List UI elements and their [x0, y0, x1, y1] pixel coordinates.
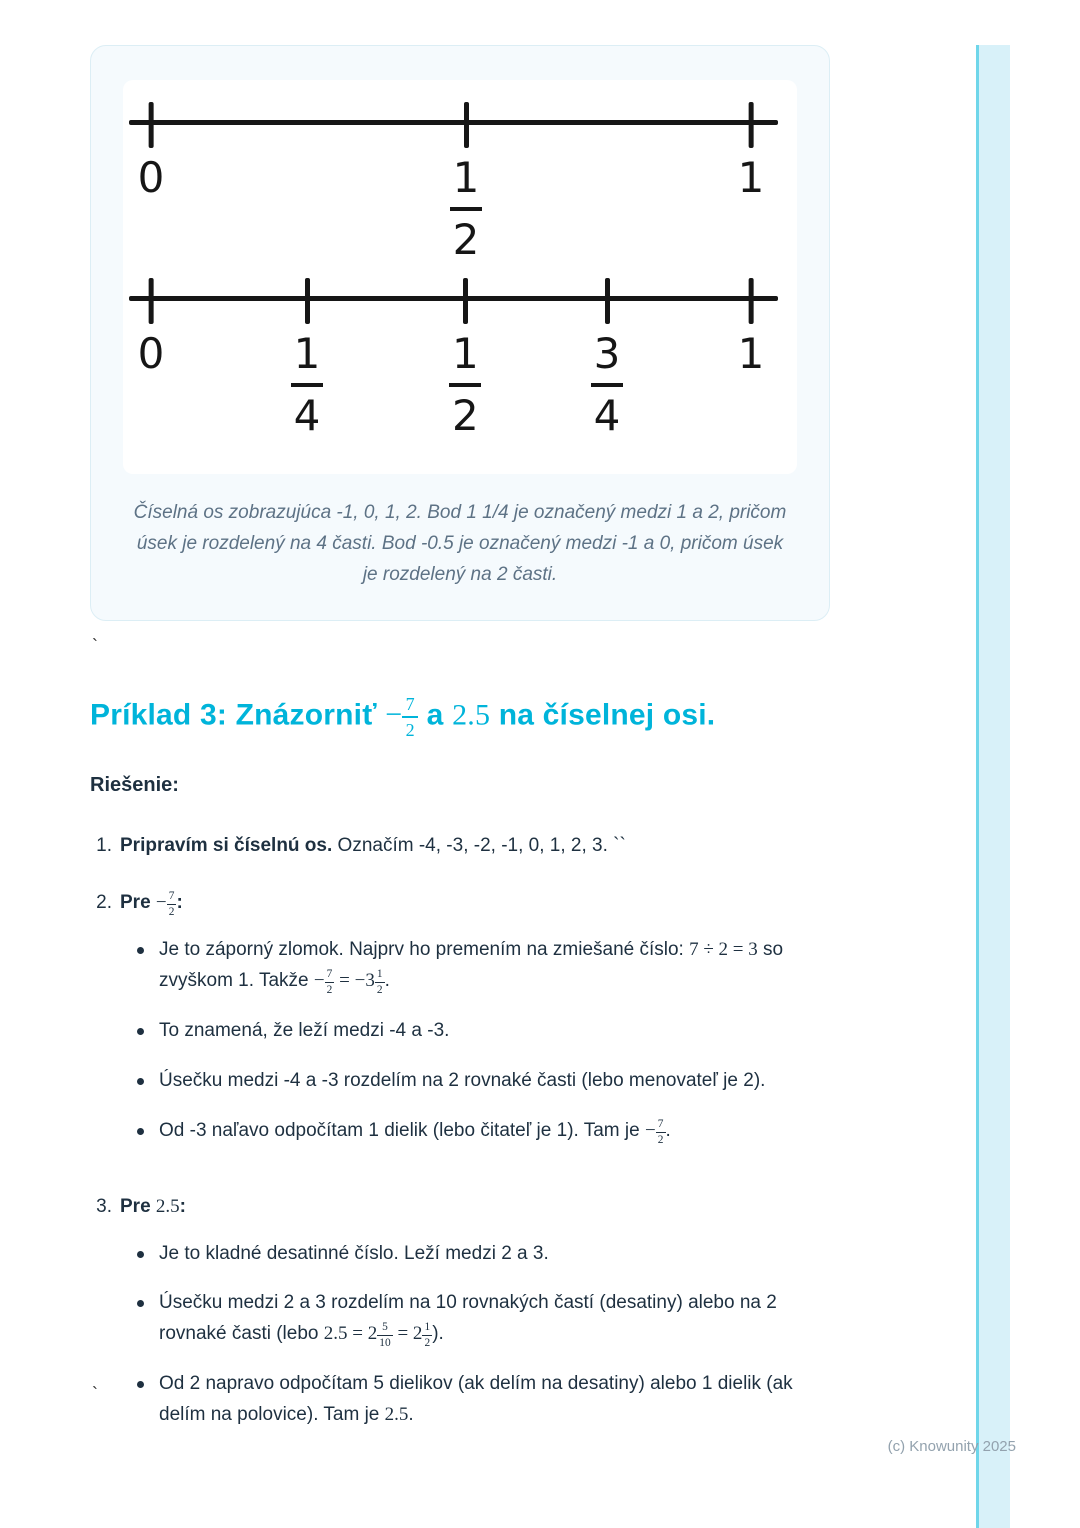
- bullet-text: Od 2 napravo odpočítam 5 dielikov (ak delím na desatiny) alebo 1 dielik (ak delím na polovice). Tam je 2.5.: [159, 1373, 793, 1426]
- tick-mark: [148, 102, 153, 148]
- main-content: [90, 694, 874, 1476]
- bullet-list: [120, 1239, 874, 1431]
- tick-label: 0: [137, 153, 165, 202]
- step-title: Pripravím si číselnú os. Označím -4, -3, -2, -1, 0, 1, 2, 3. ``: [120, 835, 626, 857]
- stray-backtick-bottom: `: [92, 1384, 98, 1404]
- step-item-2: [90, 888, 874, 1166]
- copyright-note: (c) Knowunity 2025: [887, 1438, 1016, 1455]
- page-edge-stripe: [976, 45, 1010, 1528]
- number-line-bottom: [137, 278, 765, 446]
- tick-mark: [748, 278, 753, 324]
- list-item: [120, 1239, 874, 1270]
- bullet-dot-icon: [137, 1300, 144, 1307]
- tick: [137, 278, 165, 378]
- bullet-dot-icon: [137, 1381, 144, 1388]
- step-body: [120, 1192, 874, 1450]
- tick: [449, 278, 481, 440]
- list-item: [120, 935, 874, 997]
- fraction-bar: [450, 207, 482, 211]
- tick-mark: [305, 278, 310, 324]
- figure-caption: Číselná os zobrazujúca -1, 0, 1, 2. Bod 1 1/4 je označený medzi 1 a 2, pričom úsek je rozdelený na 4 časti. Bod -0.5 je označený medzi -1 a 0, pričom úsek je rozdelený na 2 časti.: [133, 502, 787, 585]
- tick-label: 1: [737, 329, 765, 378]
- list-item: [120, 1016, 874, 1047]
- tick: [291, 278, 323, 440]
- step-item-1: [90, 831, 874, 862]
- bullet-dot-icon: [137, 1128, 144, 1135]
- bullet-dot-icon: [137, 947, 144, 954]
- list-item: [120, 1116, 874, 1147]
- example-heading: Príklad 3: Znázorniť − $\frac{7}{2}$ a 2.5 na číselnej osi.: [90, 694, 716, 740]
- list-item: [120, 1288, 874, 1350]
- step-body: [120, 888, 874, 1166]
- tick-mark: [148, 278, 153, 324]
- tick: [137, 102, 165, 202]
- fraction-denominator: 2: [452, 391, 479, 440]
- tick-label: 0: [137, 329, 165, 378]
- tick-mark: [464, 102, 469, 148]
- solution-label: Riešenie:: [90, 774, 179, 797]
- tick-mark: [605, 278, 610, 324]
- step-title: Pre 2.5:: [120, 1195, 186, 1217]
- solution-steps: [90, 831, 874, 1450]
- step-item-3: [90, 1192, 874, 1450]
- number-line-figure: [123, 80, 797, 474]
- step-body: [120, 831, 874, 862]
- tick: [737, 278, 765, 378]
- bullet-text: Úsečku medzi 2 a 3 rozdelím na 10 rovnakých častí (desatiny) alebo na 2 rovnaké časti (lebo 2.5 = 2 $\frac{5}{10}$ = 2 $\frac{1}{2}$ ).: [159, 1292, 777, 1350]
- tick-mark: [748, 102, 753, 148]
- tick: [737, 102, 765, 202]
- fraction-bar: [291, 383, 323, 387]
- fraction-numerator: 1: [452, 329, 479, 378]
- bullet-dot-icon: [137, 1251, 144, 1258]
- tick: [591, 278, 623, 440]
- tick-mark: [463, 278, 468, 324]
- tick-label: [450, 153, 482, 264]
- fraction-numerator: 1: [452, 153, 480, 202]
- tick-label: 1: [737, 153, 765, 202]
- tick: [450, 102, 482, 264]
- figure-card: [90, 45, 830, 621]
- fraction-bar: [449, 383, 481, 387]
- bullet-list: [120, 935, 874, 1147]
- bullet-text: To znamená, že leží medzi -4 a -3.: [159, 1020, 450, 1042]
- bullet-dot-icon: [137, 1028, 144, 1035]
- step-title: Pre − $\frac{7}{2}$ :: [120, 890, 183, 919]
- tick-label: [591, 329, 623, 440]
- fraction-denominator: 4: [293, 391, 321, 440]
- stray-backtick-top: `: [92, 636, 98, 656]
- number-line-top: [137, 102, 765, 270]
- tick-label: [449, 329, 481, 440]
- fraction-denominator: 4: [593, 391, 621, 440]
- fraction-numerator: 1: [293, 329, 321, 378]
- bullet-text: Je to kladné desatinné číslo. Leží medzi 2 a 3.: [159, 1242, 549, 1264]
- list-item: [120, 1369, 874, 1431]
- bullet-text: Je to záporný zlomok. Najprv ho premením na zmiešané číslo: 7 ÷ 2 = 3 so zvyškom 1. Takže − $\frac{7}{2}$ = −3 $\frac{1}{2}$ .: [159, 939, 784, 997]
- bullet-text: Od -3 naľavo odpočítam 1 dielik (lebo čitateľ je 1). Tam je − $\frac{7}{2}$ .: [159, 1117, 671, 1146]
- bullet-dot-icon: [137, 1078, 144, 1085]
- list-item: [120, 1066, 874, 1097]
- fraction-numerator: 3: [593, 329, 621, 378]
- tick-label: [291, 329, 323, 440]
- bullet-text: Úsečku medzi -4 a -3 rozdelím na 2 rovnaké časti (lebo menovateľ je 2).: [159, 1069, 766, 1091]
- step-marker: 2.: [96, 892, 112, 914]
- fraction-bar: [591, 383, 623, 387]
- step-marker: 1.: [96, 835, 112, 857]
- step-marker: 3.: [96, 1195, 112, 1217]
- fraction-denominator: 2: [452, 215, 480, 264]
